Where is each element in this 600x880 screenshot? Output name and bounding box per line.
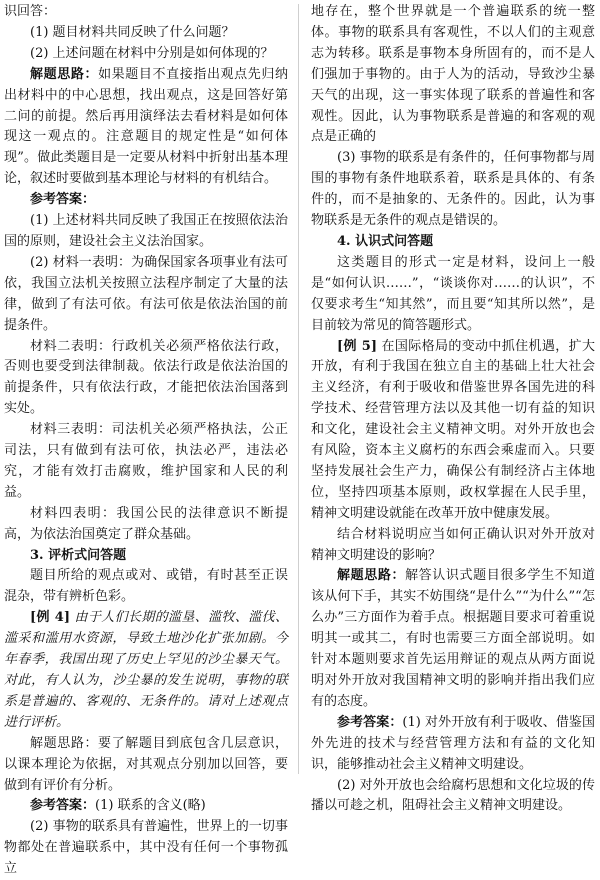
paragraph-text: 在国际格局的变动中抓住机遇，扩大开放，有利于我国在独立自主的基础上壮大社会主义经济，有利于吸收和借鉴世界各国先进的科学技术、经营管理方法以及其他一切有益的知识和文化，建设社会主义精神文明。对外开放也会有风险，资本主义腐朽的东西会乘虚而入。只要坚持发展社会生产力，确保公有制经济占主体地位，坚持四项基本原则，政权掌握在人民手里，精神文明建设就能在改革开放中健康发展。: [311, 338, 595, 521]
paragraph-text: (2) 上述问题在材料中分别是如何体现的？: [30, 45, 274, 61]
paragraph: [311, 776, 595, 818]
paragraph-label: [例 5]: [337, 338, 377, 354]
paragraph-text: (1) 题目材料共同反映了什么问题？: [30, 24, 235, 40]
paragraph-text: 材料二表明：行政机关必须严格依法行政，否则也要受到法律制裁。依法行政是依法治国的前提条件，只有依法行政，才能把依法治国落到实处。: [4, 338, 288, 417]
paragraph-text: (1) 对外开放有利于吸收、借鉴国外先进的技术与经营管理方法和有益的文化知识，能够推动社会主义精神文明建设。: [311, 714, 595, 772]
right-column: [311, 2, 595, 817]
paragraph: [4, 2, 288, 23]
paragraph: [311, 148, 595, 232]
paragraph: [311, 2, 595, 148]
paragraph: [4, 420, 288, 504]
paragraph: [4, 253, 288, 337]
paragraph: [4, 23, 288, 44]
paragraph: [311, 566, 595, 712]
paragraph-text: (2) 对外开放也会给腐朽思想和文化垃圾的传播以可趁之机，阻碍社会主义精神文明建设。: [311, 777, 595, 814]
paragraph-text: 由于人们长期的滥垦、滥牧、滥伐、滥采和滥用水资源，导致土地沙化扩张加剧。今年春季，我国出现了历史上罕见的沙尘暴天气。对此，有人认为，沙尘暴的发生说明，事物的联系是普遍的、客观的、无条件的。请对上述观点进行评析。: [4, 610, 288, 730]
paragraph: [311, 713, 595, 776]
paragraph: [4, 608, 288, 733]
paragraph: [4, 504, 288, 546]
paragraph: [311, 525, 595, 567]
paragraph: [4, 337, 288, 421]
paragraph-text: 解答认识式题目很多学生不知道该从何下手，其实不妨围绕“是什么”“为什么”“怎么办”三方面作为着手点。根据题目要求可着重说明其一或其二，有时也需要三方面全部说明。如针对本题则要求首先运用辩证的观点从两方面说明对外开放对我国精神文明的影响并指出我们应有的态度。: [311, 568, 595, 709]
paragraph: [4, 566, 288, 608]
paragraph: [4, 44, 288, 65]
paragraph-label: 参考答案：: [30, 798, 96, 814]
paragraph-text: (1) 联系的含义(略): [95, 798, 206, 814]
paragraph-label: [例 4]: [30, 610, 70, 626]
paragraph: [311, 337, 595, 525]
paragraph-text: 4. 认识式问答题: [337, 233, 434, 249]
paragraph-label: 参考答案：: [30, 192, 96, 208]
column-divider: [298, 4, 299, 774]
paragraph-text: 如果题目不直接指出观点先归纳出材料中的中心思想，找出观点，这是回答好第二问的前提。然后再用演绎法去看材料是如何体现这一观点的。注意题目的规定性是“如何体现”。做此类题目是一定要从材料中折射出基本理论，叙述时要做到基本理论与材料的有机结合。: [4, 66, 288, 187]
paragraph-text: (3) 事物的联系是有条件的，任何事物都与周围的事物有条件地联系着，联系是具体的、有条件的，而不是抽象的、无条件的。因此，认为事物联系是无条件的观点是错误的。: [311, 150, 595, 229]
paragraph-text: 地存在，整个世界就是一个普遍联系的统一整体。事物的联系具有客观性，不以人们的主观意志为转移。联系是事物本身所固有的，而不是人们强加于事物的。由于人为的活动，导致沙尘暴天气的出现，这一事实体现了联系的普遍性和客观性。因此，认为事物联系是普遍的和客观的观点是正确的: [311, 4, 595, 145]
paragraph-text: 这类题目的形式一定是材料，设问上一般是“如何认识……”，“谈谈你对……的认识”，不仅要求考生“知其然”，而且要“知其所以然”，是目前较为常见的简答题形式。: [311, 254, 595, 333]
paragraph: [311, 253, 595, 337]
paragraph-text: 3. 评析式问答题: [30, 547, 127, 563]
section-heading: [4, 546, 288, 567]
paragraph-text: (2) 事物的联系具有普遍性，世界上的一切事物都处在普遍联系中，其中没有任何一个事物孤立: [4, 819, 288, 877]
paragraph: [4, 734, 288, 797]
paragraph-text: 题目所给的观点或对、或错，有时甚至正误混杂，带有辨析色彩。: [4, 568, 288, 605]
paragraph: [4, 65, 288, 190]
section-heading: [311, 232, 595, 253]
paragraph-label: 解题思路：: [30, 66, 99, 82]
paragraph: [4, 796, 288, 817]
paragraph-text: 识回答：: [4, 4, 57, 19]
paragraph-text: 结合材料说明应当如何正确认识对外开放对精神文明建设的影响？: [311, 526, 595, 563]
paragraph: [4, 817, 288, 880]
paragraph: [4, 211, 288, 253]
paragraph-label: 参考答案：: [337, 714, 403, 730]
paragraph-text: 材料四表明：我国公民的法律意识不断提高，为依法治国奠定了群众基础。: [4, 505, 288, 542]
left-column: [4, 2, 288, 880]
paragraph-text: (2) 材料一表明：为确保国家各项事业有法可依，我国立法机关按照立法程序制定了大量的法律，做到了有法可依。有法可依是依法治国的前提条件。: [4, 254, 288, 333]
paragraph-text: (1) 上述材料共同反映了我国正在按照依法治国的原则，建设社会主义法治国家。: [4, 213, 288, 249]
paragraph-text: 解题思路：要了解题目到底包含几层意识，以课本理论为依据，对其观点分别加以回答，要做到有评价有分析。: [4, 735, 288, 793]
paragraph-label: 解题思路：: [337, 568, 406, 584]
paragraph: [4, 190, 288, 211]
paragraph-text: 材料三表明：司法机关必须严格执法，公正司法，只有做到有法可依，执法必严，违法必究，才能有效打击腐败，维护国家和人民的利益。: [4, 422, 288, 500]
